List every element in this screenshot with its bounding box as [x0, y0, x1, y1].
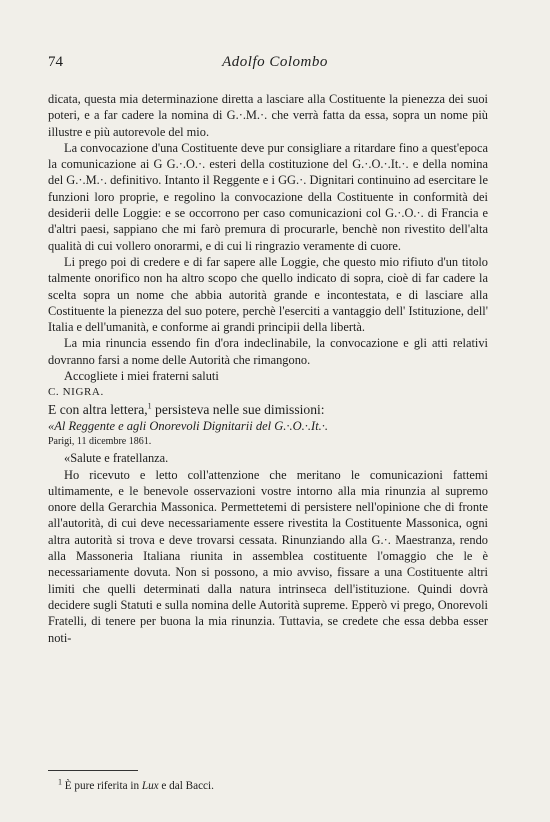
footnote-divider	[48, 770, 138, 771]
paragraph: La mia rinuncia essendo fin d'ora indeclinabile, la convocazione e gli atti relativi dovranno farsi a nome delle Autorità che rimangono.	[48, 336, 488, 367]
letter-addressee: «Al Reggente e agli Onorevoli Dignitarii del G.·.O.·.It.·.	[48, 418, 329, 433]
transition-text: E con altra lettera,	[48, 401, 148, 417]
footnote-text: È pure riferita in	[64, 780, 142, 792]
transition-sentence	[48, 401, 488, 418]
closing-greeting: Accogliete i miei fraterni saluti	[64, 369, 219, 384]
paragraph-continuation: dicata, questa mia determinazione diretta a lasciare alla Costituente la pienezza dei suoi poteri, e a far cadere la nomina di G.·.M.·. che verrà fatta da essa, sopra un nome più illustre e più autorevole del mio.	[48, 92, 488, 139]
letter-date: Parigi, 11 dicembre 1861.	[48, 435, 152, 447]
footnote-text-after: e dal Bacci.	[158, 780, 214, 792]
transition-text-after: persisteva nelle sue dimissioni:	[151, 401, 325, 417]
footnote-italic: Lux	[141, 780, 159, 792]
running-head: Adolfo Colombo	[222, 54, 328, 70]
letter-body: Ho ricevuto e letto coll'attenzione che meritano le comunicazioni fattemi ultimamente, e le benevole osservazioni vostre intorno alla mia rinunzia al supremo onore della Gerarchia Massonica. Permettetemi di persistere nell'opinione che di fronte all'autorità, di cui deve necessariamente essere rivestita la Costituente Massonica, ogni altra autorità si trova e deve trovarsi cessata. Rinunziando alla G.·. Maestranza, rendo alla Massoneria Italiana riunita in assemblea costituente l'omaggio che le è necessariamente dovuta. Non si possono, a mio avviso, fissare a una Costituente altri limiti che quelli determinati dalla natura intrinseca dell'istituzione. Quindi dovrà decidere sugli Statuti e sulla nomina delle Autorità supreme. Epperò vi prego, Onorevoli Fratelli, di tenere per buona la mia rinunzia. Tuttavia, se credete che essa debba esser noti-	[48, 467, 488, 645]
paragraph: Li prego poi di credere e di far sapere alle Loggie, che questo mio rifiuto d'un titolo talmente onorifico non ha altro scopo che quello indicato di sopra, cioè di far cadere la scelta sopra un nome che abbia autorità grande e incontestata, e di lasciare alla Costituente la pienezza del suo potere, perchè l'eserciti a vantaggio dell' Istituzione, dell' Italia e dell'umanità, e conforme ai grandi principii della libertà.	[48, 254, 488, 335]
page-header	[48, 54, 502, 74]
signature: C. NIGRA.	[48, 386, 104, 399]
footnote-reference[interactable]: 1	[147, 401, 152, 411]
letter-salutation: «Salute e fratellanza.	[64, 451, 169, 466]
footnote-mark: 1	[58, 777, 62, 787]
page-number: 74	[48, 54, 63, 70]
footnote	[58, 777, 478, 792]
body-text	[48, 91, 488, 646]
paragraph: La convocazione d'una Costituente deve pur consigliare a ritardare fino a quest'epoca la comunicazione ai G G.·.O.·. esteri della costituzione del G.·.O.·.It.·. e della nomina del G.·.M.·. definitivo. Intanto il Reggente e i GG.·. Dignitari continuino ad esercitare le funzioni loro proprie, e regolino la convocazione della Costituente in conformità dei desiderii delle Loggie: e se occorrono per caso comunicazioni col G.·.O.·. di Francia e d'altri paesi, sappiano che mi farò premura di procurarle, benchè non rivestito dell'alta qualità di cui vollero onorarmi, e di cui li ringrazio veramente di cuore.	[48, 140, 488, 253]
